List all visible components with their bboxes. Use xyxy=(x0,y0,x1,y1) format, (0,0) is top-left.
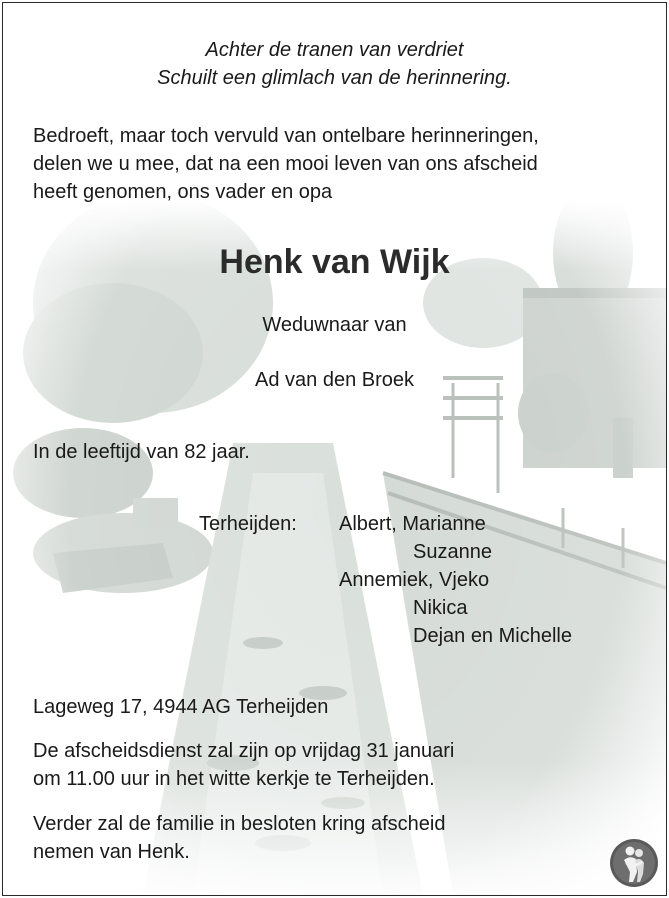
family-line: Albert, Marianne xyxy=(339,513,486,535)
family-line: Suzanne xyxy=(413,541,492,563)
family-line: Nikica xyxy=(413,597,468,619)
spouse-name: Ad van den Broek xyxy=(255,369,414,391)
obituary-card xyxy=(2,2,667,896)
address: Lageweg 17, 4944 AG Terheijden xyxy=(33,696,329,718)
closing-line-2: nemen van Henk. xyxy=(33,841,190,863)
service-line-1: De afscheidsdienst zal zijn op vrijdag 31 januari xyxy=(33,740,455,762)
closing-line-1: Verder zal de familie in besloten kring afscheid xyxy=(33,813,446,835)
family-place: Terheijden: xyxy=(199,513,297,535)
service-line-2: om 11.00 uur in het witte kerkje te Terheijden. xyxy=(33,768,435,790)
intro-line-3: heeft genomen, ons vader en opa xyxy=(33,181,333,203)
relation-label: Weduwnaar van xyxy=(262,314,407,336)
memorial-emblem-icon xyxy=(609,838,659,888)
intro-line-1: Bedroeft, maar toch vervuld van ontelbare herinneringen, xyxy=(33,125,539,147)
family-line: Dejan en Michelle xyxy=(413,625,572,647)
family-line: Annemiek, Vjeko xyxy=(339,569,490,591)
age-text: In de leeftijd van 82 jaar. xyxy=(33,441,250,463)
deceased-name: Henk van Wijk xyxy=(219,243,450,281)
intro-line-2: delen we u mee, dat na een mooi leven van ons afscheid xyxy=(33,153,538,175)
poem-line-2: Schuilt een glimlach van de herinnering. xyxy=(157,67,512,89)
poem-line-1: Achter de tranen van verdriet xyxy=(205,39,464,61)
